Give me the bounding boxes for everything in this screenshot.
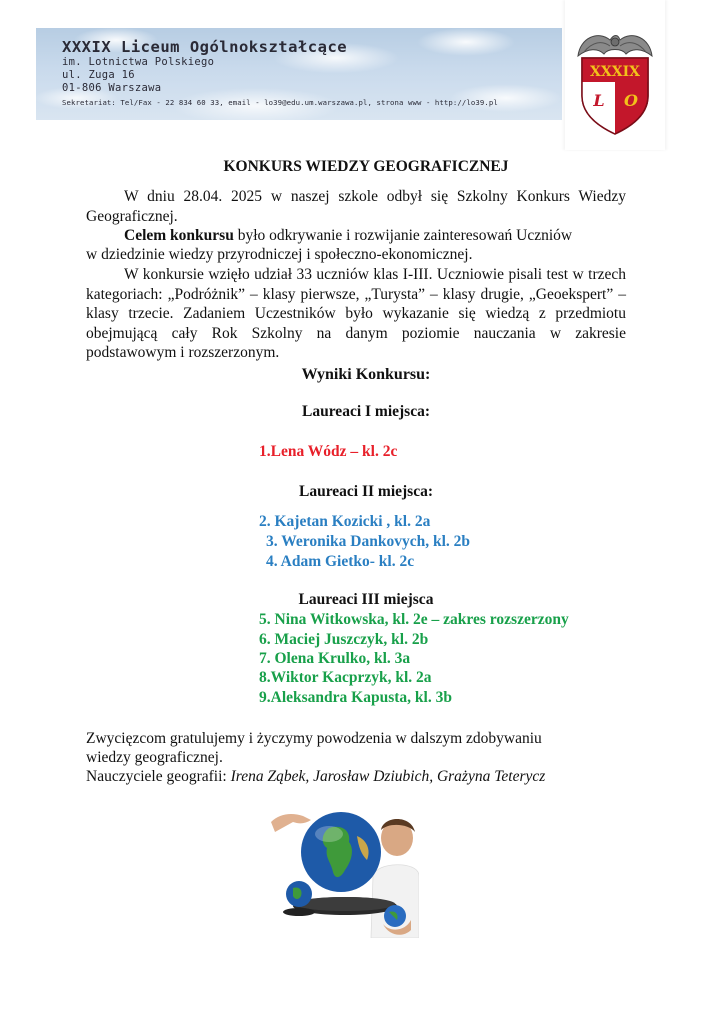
school-contact: Sekretariat: Tel/Fax - 22 834 60 33, email - lo39@edu.um.warszawa.pl, strona www - http://lo39.pl (62, 98, 498, 107)
hand-image (271, 814, 311, 832)
school-name: XXXIX Liceum Ogólnokształcące (62, 38, 348, 56)
school-city: 01-806 Warszawa (62, 82, 162, 94)
third-place-winner-4: 8.Wiktor Kacprzyk, kl. 2a (259, 669, 432, 686)
goal-label: Celem konkursu (124, 227, 234, 244)
letterhead-banner (36, 28, 562, 120)
second-place-winner-1: 2. Kajetan Kozicki , kl. 2a (259, 513, 431, 530)
congratulations-line2: wiedzy geograficznej. (86, 749, 223, 766)
paragraph-participants: W konkursie wzięło udział 33 uczniów klas I-III. Uczniowie pisali test w trzech kategoriach: „Podróżnik” – klasy pierwsze, „Turysta” – klasy drugie, „Geoekspert” – klasy trzecie. Zadaniem Uczestników było wykazanie się wiedzą z przedmiotu obejmującą cały Rok Szkolny na danym poziomie nauczania w zakresie podstawowym i rozszerzonym. (86, 266, 626, 361)
third-place-heading: Laureaci III miejsca (298, 591, 434, 608)
second-place-winner-3: 4. Adam Gietko- kl. 2c (266, 553, 415, 570)
school-patron: im. Lotnictwa Polskiego (62, 56, 215, 68)
first-place-winner-1: 1.Lena Wódz – kl. 2c (259, 443, 398, 460)
school-address-block (62, 38, 347, 95)
third-place-winner-2: 6. Maciej Juszczyk, kl. 2b (259, 631, 429, 648)
third-place-winner-1: 5. Nina Witkowska, kl. 2e – zakres rozszerzony (259, 611, 569, 628)
globe-illustration (271, 800, 419, 938)
congratulations-line1: Zwycięzcom gratulujemy i życzymy powodzenia w dalszym zdobywaniu (86, 730, 542, 747)
second-place-winner-2: 3. Weronika Dankovych, kl. 2b (266, 533, 470, 550)
teachers-line (86, 767, 686, 787)
teachers-label: Nauczyciele geografii: (86, 768, 231, 785)
paragraph-date: W dniu 28.04. 2025 w naszej szkole odbył się Szkolny Konkurs Wiedzy Geograficznej. (86, 188, 626, 225)
crest-letter-l: L (593, 91, 605, 110)
goal-text: było odkrywanie i rozwijanie zainteresowań Uczniów (233, 227, 573, 244)
results-heading: Wyniki Konkursu: (301, 366, 431, 383)
school-crest-logo (570, 26, 660, 138)
third-place-winner-5: 9.Aleksandra Kapusta, kl. 3b (259, 689, 452, 706)
teachers-names: Irena Ząbek, Jarosław Dziubich, Grażyna Teterycz (230, 768, 546, 785)
third-place-winner-3: 7. Olena Krulko, kl. 3a (259, 650, 411, 667)
first-place-heading: Laureaci I miejsca: (302, 403, 430, 420)
crest-letter-o: O (624, 91, 638, 110)
school-street: ul. Zuga 16 (62, 69, 135, 81)
paragraph-goal (86, 226, 626, 246)
paragraph-goal-line2: w dziedzinie wiedzy przyrodniczej i społeczno-ekonomicznej. (86, 246, 473, 263)
second-place-heading: Laureaci II miejsca: (298, 483, 434, 500)
crest-roman-numeral: XXXIX (590, 64, 640, 80)
document-title: KONKURS WIEDZY GEOGRAFICZNEJ (223, 158, 509, 175)
